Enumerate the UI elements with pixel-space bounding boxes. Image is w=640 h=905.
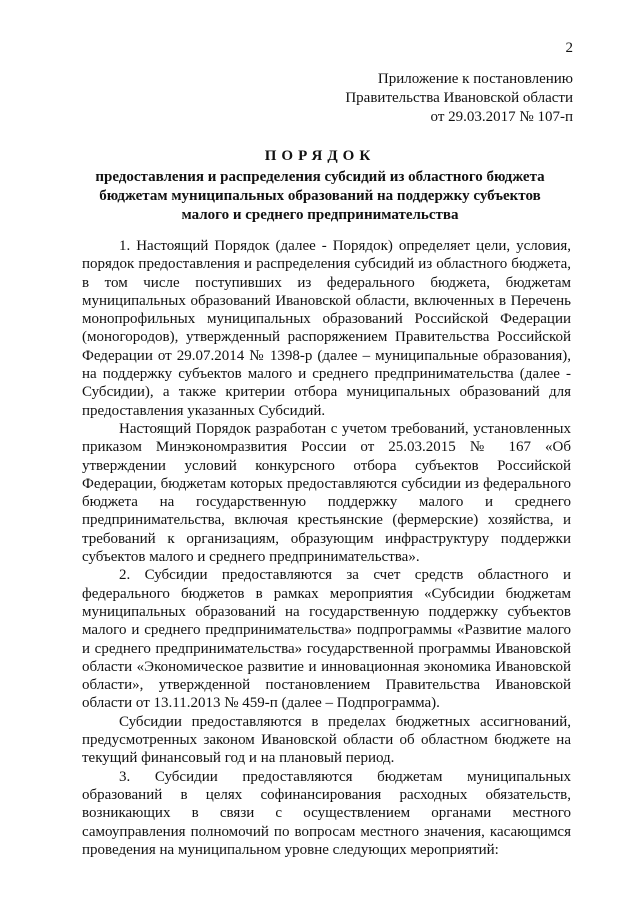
paragraph-5: 3. Субсидии предоставляются бюджетам муниципальных образований в целях софинансирования расходных обязательств, возникающих в связи с осуществлением органами местного самоуправления полномочий по вопросам местного значения, касающимся проведения на муниципальном уровне следующих мероприятий:	[82, 768, 571, 858]
subtitle-line-3: малого и среднего предпринимательства	[181, 207, 459, 223]
appendix-line-3: от 29.03.2017 № 107-п	[430, 109, 573, 125]
appendix-line-2: Правительства Ивановской области	[345, 90, 573, 106]
subtitle-line-1: предоставления и распределения субсидий из областного бюджета	[95, 169, 545, 185]
appendix-header	[345, 70, 573, 127]
appendix-line-1: Приложение к постановлению	[377, 71, 573, 87]
title-block	[0, 148, 640, 225]
subtitle-line-2: бюджетам муниципальных образований на поддержку субъектов	[99, 188, 541, 204]
page-number: 2	[565, 40, 573, 56]
paragraph-1: 1. Настоящий Порядок (далее - Порядок) определяет цели, условия, порядок предоставления и распределения субсидий из областного бюджета, в том числе поступивших из федерального бюджета, бюджетам муниципальных образований Ивановской области, включенных в Перечень монопрофильных муниципальных образований Российской Федерации (моногородов), утвержденный распоряжением Правительства Российской Федерации от 29.07.2014 № 1398-р (далее – муниципальные образования), на поддержку субъектов малого и среднего предпринимательства (далее - Субсидии), а также критерии отбора муниципальных образований для предоставления указанных Субсидий.	[82, 238, 571, 419]
document-body	[82, 237, 571, 859]
document-title: ПОРЯДОК	[264, 148, 376, 164]
paragraph-2: Настоящий Порядок разработан с учетом требований, установленных приказом Минэкономразвития России от 25.03.2015 № 167 «Об утверждении условий конкурсного отбора субъектов Российской Федерации, бюджетам которых предоставляются субсидии из федерального бюджета на государственную поддержку малого и среднего предпринимательства, включая крестьянские (фермерские) хозяйства, и требований к организациям, образующим инфраструктуру поддержки субъектов малого и среднего предпринимательства».	[82, 420, 571, 566]
document-subtitle	[0, 168, 640, 225]
paragraph-4: Субсидии предоставляются в пределах бюджетных ассигнований, предусмотренных законом Ивановской области об областном бюджете на текущий финансовый год и на плановый период.	[82, 713, 571, 767]
paragraph-3: 2. Субсидии предоставляются за счет средств областного и федерального бюджетов в рамках мероприятия «Субсидии бюджетам муниципальных образований на государственную поддержку субъектов малого и среднего предпринимательства» подпрограммы «Развитие малого и среднего предпринимательства» государственной программы Ивановской области «Экономическое развитие и инновационная экономика Ивановской области», утвержденной постановлением Правительства Ивановской области от 13.11.2013 № 459-п (далее – Подпрограмма).	[82, 567, 571, 712]
